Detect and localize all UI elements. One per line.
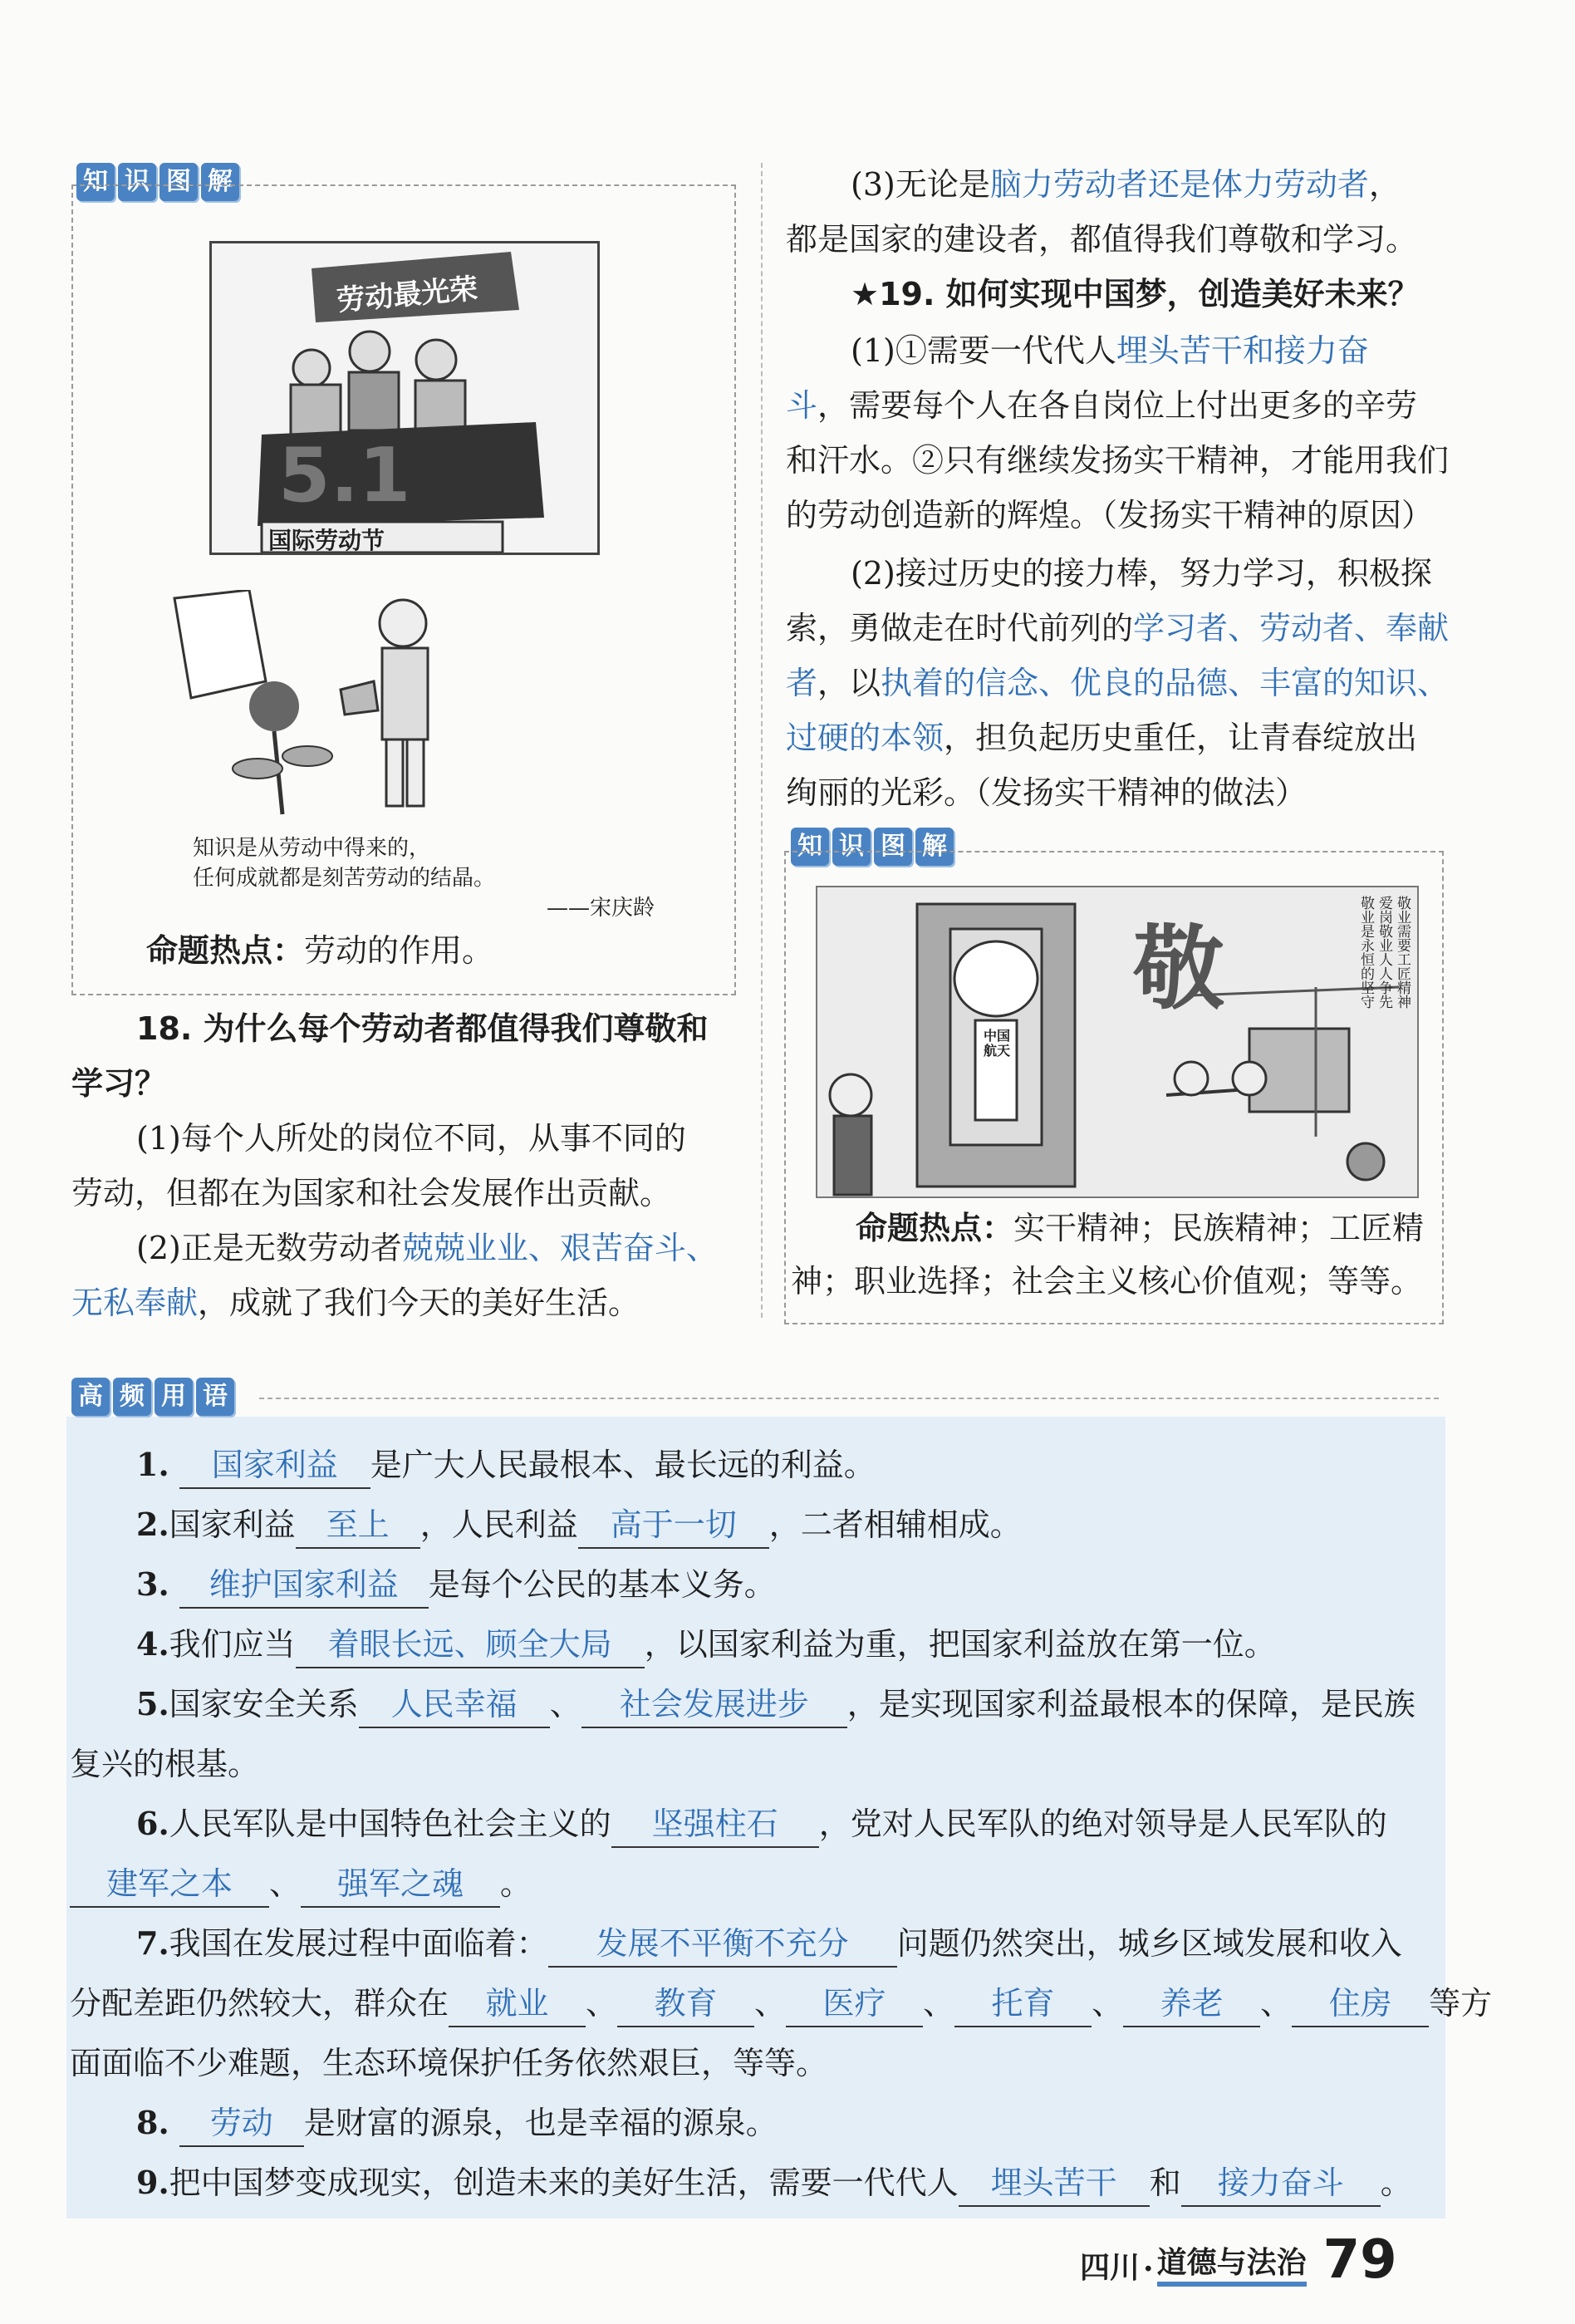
fill-blank: 托育 [954,1981,1092,2027]
text-span: ，人民利益 [420,1506,578,1543]
fill-blank: 医疗 [786,1981,923,2027]
text-span: 索，勇做走在时代前列的 [786,610,1134,646]
phrase-6-line2 [70,1861,532,1908]
high-freq-tag [71,1378,234,1416]
tag-char: 图 [874,828,912,866]
text-span: 分配差距仍然较大，群众在 [70,1985,449,2022]
hotspot-label: 命题热点： [856,1210,1014,1246]
fill-blank: 建军之本 [70,1861,269,1908]
fill-blank: 着眼长远、顾全大局 [296,1622,645,1668]
hotspot-right-line2: 神；职业选择；社会主义核心价值观；等等。 [791,1263,1423,1300]
q18-answer1-line1: (1)每个人所处的岗位不同，从事不同的 [136,1120,686,1157]
high-freq-rule [259,1398,1439,1399]
text-span: 。 [1380,2164,1412,2201]
column-divider [761,163,763,1318]
q18-title-line1: 18. 为什么每个劳动者都值得我们尊敬和 [136,1010,709,1047]
q19-a1-line2 [786,384,1417,427]
phrase-1 [136,1442,876,1489]
text-span: 。 [500,1865,532,1902]
phrase-3 [136,1562,776,1609]
fill-blank: 高于一切 [578,1502,769,1549]
q18-title-line2: 学习？ [71,1065,167,1102]
text-span: ，二者相辅相成。 [768,1506,1022,1543]
tag-char: 知 [76,163,115,201]
fill-blank: 就业 [449,1981,586,2027]
q19-a2-line1: (2)接过历史的接力棒，努力学习，积极探 [851,555,1432,592]
item-number: 1. [136,1446,169,1483]
answer-key-text: 兢兢业业、艰苦奋斗、 [401,1230,718,1266]
q19-a2-line3 [786,661,1449,705]
fill-blank: 至上 [296,1502,420,1549]
q18-answer1-line2: 劳动，但都在为国家和社会发展作出贡献。 [71,1175,672,1211]
hotspot-text: 劳动的作用。 [304,932,494,969]
q19-a1-line4: 的劳动创造新的辉煌。（发扬实干精神的原因） [786,497,1434,533]
tag-char: 频 [113,1378,151,1416]
text-span: 是每个公民的基本义务。 [428,1566,776,1603]
phrase-7 [136,1921,1402,1968]
q19-a1-line1 [851,329,1369,372]
text-span: 国家安全关系 [169,1686,359,1722]
fill-blank: 人民幸福 [359,1682,550,1728]
footer-subject: 道德与法治 [1157,2239,1307,2287]
r3-line2: 都是国家的建设者，都值得我们尊敬和学习。 [786,221,1418,258]
caption-line2: 任何成就都是刻苦劳动的结晶。 [193,866,496,891]
item-number: 7. [136,1924,169,1962]
text-span: ，以国家利益为重，把国家利益放在第一位。 [644,1626,1276,1663]
text-span: 是财富的源泉，也是幸福的源泉。 [303,2105,778,2141]
fill-blank: 发展不平衡不充分 [548,1921,897,1968]
text-span: ，党对人民军队的绝对领导是人民军队的 [818,1806,1387,1842]
fill-blank: 坚强柱石 [611,1801,819,1848]
answer-key-text: 无私奉献 [71,1285,199,1321]
fill-blank: 接力奋斗 [1181,2160,1381,2207]
text-span: ， [1368,166,1401,203]
text-span: (1)①需要一代代人 [851,332,1116,369]
vertical-motto-2: 爱岗敬业人人争先 [1376,896,1392,1009]
tag-char: 解 [201,163,239,201]
text-span: 国家利益 [169,1506,296,1543]
item-number: 3. [136,1565,169,1603]
phrase-5 [136,1682,1416,1728]
q19-a2-line4 [786,716,1417,759]
page-number: 79 [1322,2229,1397,2291]
item-number: 4. [136,1625,169,1663]
vertical-motto-1: 敬业需要工匠精神 [1394,896,1411,1009]
q19-title: ★19. 如何实现中国梦，创造美好未来？ [851,276,1420,312]
phrase-5-line2: 复兴的根基。 [70,1746,260,1782]
q19-a1-line3: 和汗水。②只有继续发扬实干精神，才能用我们 [786,442,1450,479]
tag-char: 识 [118,163,156,201]
hotspot-right-line1 [856,1206,1424,1250]
text-span: 把中国梦变成现实，创造未来的美好生活，需要一代代人 [169,2164,959,2201]
vertical-motto-3: 敬业是永恒的坚守 [1357,896,1374,1009]
phrase-9 [136,2160,1412,2207]
text-span: ，需要每个人在各自岗位上付出更多的辛劳 [817,387,1418,424]
tag-char: 图 [159,163,198,201]
fill-blank: 教育 [617,1981,754,2027]
phrase-6 [136,1801,1387,1848]
big-character: 敬 [1133,915,1224,1022]
tag-char: 识 [832,828,871,866]
phrase-7-line3: 面面临不少难题，生态环境保护任务依然艰巨，等等。 [70,2045,828,2081]
tag-char: 高 [71,1378,110,1416]
separator: 、 [923,1985,955,2022]
hotspot-text: 实干精神；民族精神；工匠精 [1013,1210,1425,1246]
footer [1080,2228,1397,2291]
answer-key-text: 埋头苦干和接力奋 [1116,332,1369,369]
item-number: 5. [136,1685,169,1722]
r3-line1 [851,163,1401,206]
answer-key-text: 斗 [786,387,818,424]
separator: 、 [586,1985,618,2022]
phrase-7-line2 [70,1981,1492,2027]
fill-blank: 住房 [1292,1981,1429,2027]
rocket-text: 中国航天 [984,1028,1011,1059]
q18-answer2-line1 [136,1226,718,1270]
footer-region: 四川 [1080,2251,1141,2285]
text-span: 问题仍然突出，城乡区域发展和收入 [896,1925,1402,1962]
tag-char: 用 [155,1378,193,1416]
separator: 、 [1260,1985,1293,2022]
svg-text:5.1: 5.1 [278,432,411,519]
item-number: 9. [136,2164,169,2201]
fill-blank: 强军之魂 [301,1861,500,1908]
craftsman-illustration [817,887,1417,1196]
caption-line1: 知识是从劳动中得来的， [193,836,431,861]
labor-day-cartoon [209,241,600,555]
text-span: (2)正是无数劳动者 [136,1230,402,1266]
caption-author: ——宋庆龄 [547,896,655,921]
phrase-4 [136,1622,1276,1668]
item-number: 2. [136,1506,169,1543]
answer-key-text: 脑力劳动者还是体力劳动者 [989,166,1369,203]
separator: 、 [1092,1985,1124,2022]
item-number: 8. [136,2104,169,2141]
text-span: 等方 [1429,1985,1493,2022]
answer-key-text: 执着的信念、优良的品德、丰富的知识、 [881,665,1450,701]
hotspot-label: 命题热点： [146,932,305,969]
fill-blank: 社会发展进步 [581,1682,847,1728]
q19-a2-line2 [786,607,1449,650]
craftsman-cartoon [816,886,1419,1198]
q19-a2-line5: 绚丽的光彩。（发扬实干精神的做法） [786,774,1308,811]
text-span: 和 [1149,2164,1181,2201]
answer-key-text: 者 [786,665,818,701]
text-span: 我国在发展过程中面临着： [169,1925,548,1962]
banner-text: 劳动最光荣 [335,272,479,318]
answer-key-text: 过硬的本领 [786,720,945,756]
item-number: 6. [136,1805,169,1842]
text-span: ，成就了我们今天的美好生活。 [198,1285,640,1321]
text-span: ，担负起历史重任，让青春绽放出 [944,720,1418,756]
tag-char: 解 [915,828,954,866]
text-span: ，是实现国家利益最根本的保障，是民族 [846,1686,1416,1722]
phrase-2 [136,1502,1022,1549]
text-span: ，以 [817,665,881,701]
plinth-text: 国际劳动节 [268,527,385,554]
knowledge-sprout-illustration [166,590,465,823]
fill-blank: 养老 [1123,1981,1260,2027]
text-span: 是广大人民最根本、最长远的利益。 [370,1447,876,1483]
text-span: 我们应当 [169,1626,296,1663]
tag-char: 语 [196,1378,234,1416]
text-span: 、 [549,1686,581,1722]
fill-blank: 国家利益 [179,1442,370,1489]
fill-blank: 劳动 [179,2100,304,2147]
text-span: 人民军队是中国特色社会主义的 [169,1806,611,1842]
text-span: 、 [269,1865,302,1902]
separator: 、 [754,1985,787,2022]
tag-char: 知 [791,828,829,866]
answer-key-text: 学习者、劳动者、奉献 [1133,610,1450,646]
footer-dot: · [1143,2252,1154,2287]
hotspot-left [146,929,493,972]
phrase-8 [136,2100,778,2147]
fill-blank: 埋头苦干 [959,2160,1150,2207]
q18-answer2-line2 [71,1281,640,1324]
fill-blank: 维护国家利益 [179,1562,429,1609]
text-span: (3)无论是 [851,166,990,203]
